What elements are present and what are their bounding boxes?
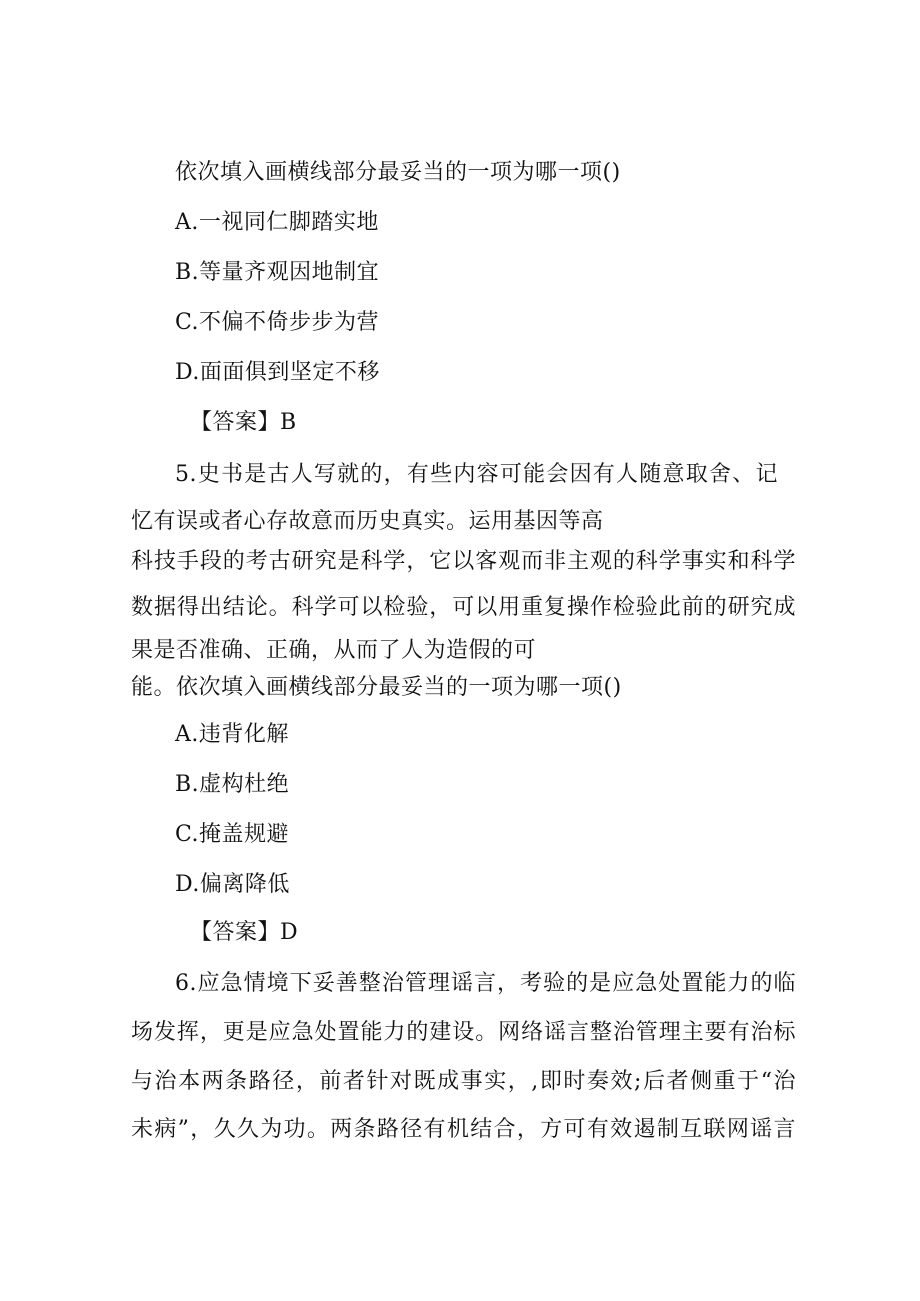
q4-answer: 【答案】B <box>190 410 297 435</box>
q5-line-5: 果是否准确、正确，从而了人为造假的可 <box>131 638 537 663</box>
q5-option-c: C.掩盖规避 <box>175 822 290 847</box>
q6-line-4: 未病”，久久为功。两条路径有机结合，方可有效遏制互联网谣言 <box>131 1117 796 1142</box>
q5-option-b: B.虚构杜绝 <box>175 772 290 797</box>
q4-stem-tail: 依次填入画横线部分最妥当的一项为哪一项() <box>175 160 621 185</box>
q4-option-d: D.面面俱到坚定不移 <box>175 360 380 385</box>
q4-option-a: A.一视同仁脚踏实地 <box>175 210 379 235</box>
q4-option-c: C.不偏不倚步步为营 <box>175 310 380 335</box>
q5-line-6: 能。依次填入画横线部分最妥当的一项为哪一项() <box>131 675 622 700</box>
q5-line-3: 科技手段的考古研究是科学，它以客观而非主观的科学事实和科学 <box>131 549 796 574</box>
q6-line-2: 场发挥，更是应急处置能力的建设。网络谣言整治管理主要有治标 <box>131 1020 796 1045</box>
q5-answer: 【答案】D <box>190 920 299 945</box>
q5-line-4: 数据得出结论。科学可以检验，可以用重复操作检验此前的研究成 <box>131 595 796 620</box>
q6-line-3: 与治本两条路径，前者针对既成事实，,即时奏效;后者侧重于“治 <box>131 1069 796 1094</box>
q5-option-a: A.违背化解 <box>175 722 289 747</box>
q5-option-d: D.偏离降低 <box>175 872 290 897</box>
q5-line-2: 忆有误或者心存故意而历史真实。运用基因等高 <box>131 509 604 534</box>
q5-line-1: 5.史书是古人写就的，有些内容可能会因有人随意取舍、记 <box>175 462 778 487</box>
q4-option-b: B.等量齐观因地制宜 <box>175 260 380 285</box>
q6-line-1: 6.应急情境下妥善整治管理谣言，考验的是应急处置能力的临 <box>175 971 796 996</box>
